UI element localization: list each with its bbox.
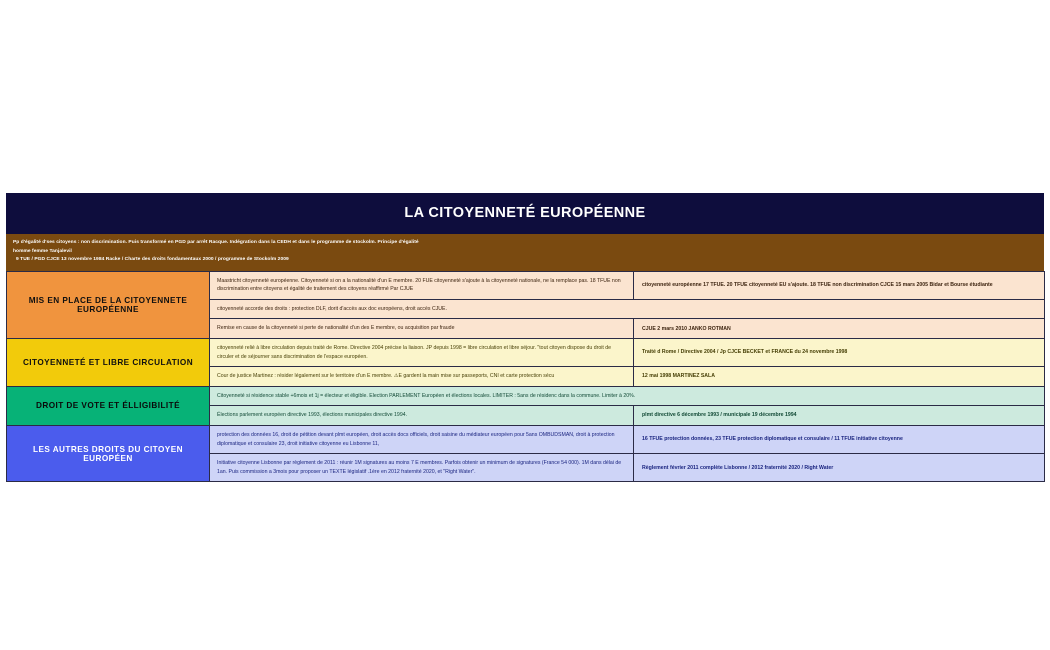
sidebar-item-autres-droits[interactable]: LES AUTRES DROITS DU CITOYEN EUROPÉEN xyxy=(7,425,210,481)
description-cell: citoyenneté accorde des droits : protection DLF, dorit d'accès aux doc européens, droit accès CJUE. xyxy=(210,299,1045,319)
description-cell: Remise en cause de la citoyenneté si perte de nationalité d'un des E membre, ou acquisition par fraude xyxy=(210,319,634,339)
notes-line-2: homme femme Tanjalevil xyxy=(13,248,72,254)
table-row xyxy=(7,386,1045,406)
reference-cell: CJUE 2 mars 2010 JANKO ROTMAN xyxy=(634,319,1045,339)
sidebar-item-droit-de-vote[interactable]: DROIT DE VOTE ET ÉLLIGIBILITÉ xyxy=(7,386,210,425)
table-row xyxy=(7,425,1045,453)
reference-cell: 16 TFUE protection données, 23 TFUE protection diplomatique et consulaire / 11 TFUE initiative citoyenne xyxy=(634,425,1045,453)
page-title: LA CITOYENNETÉ EUROPÉENNE xyxy=(6,193,1044,234)
table-row xyxy=(7,271,1045,299)
citizenship-matrix xyxy=(6,271,1045,483)
description-cell: Cour de justice Martinez : résider légalement sur le territoire d'un E membre. ⚠E gardent la main mise sur passeports, CNI et carte protection sécu xyxy=(210,367,634,387)
description-cell: Élections parlement européen directive 1993, élections municipales directive 1994. xyxy=(210,406,634,426)
reference-cell: plmt directive 6 décembre 1993 / municipale 19 décembre 1994 xyxy=(634,406,1045,426)
reference-cell: 12 mai 1998 MARTINEZ SALA xyxy=(634,367,1045,387)
description-cell: Maastricht citoyenneté européenne. Citoyenneté si on a la nationalité d'un E membre. 20 FUE citoyenneté s'ajoute à la citoyenneté nationale, ne la remplace pas. 18 TFUE non discrimination entre citoyens et égalité de traitement des citoyens réaffirmé Par CJUE xyxy=(210,271,634,299)
citizenship-table-board xyxy=(6,193,1044,482)
description-cell: Citoyenneté si résidence stable +6mois et 1j = électeur et éligible. Election PARLEMENT Européen et élections locales. LIMITER : 5ans de résidenc dans la commune. Limiter à 20%. xyxy=(210,386,1045,406)
description-cell: Initiative citoyenne Lisbonne par règlement de 2011 : réunir 1M signatures au moins 7 E membres. Parfois obtenir un minimum de signatures (France 54 000). 1M dans délai de 1an. Puis commission a 3mois pour proposer un TEXTE législatif .1ère en 2012 fraternité 2020, et "Right Water". xyxy=(210,454,634,482)
description-cell: protection des données 16, droit de pétition devant plmt européen, droit accès docs officiels, droit saisine du médiateur européen pour 5ans OMBUDSMAN, droit à protection diplomatique et consulaire 23, droit initiative citoyenne eu Lisbonne 11, xyxy=(210,425,634,453)
matrix-body xyxy=(7,271,1045,482)
table-row xyxy=(7,339,1045,367)
sidebar-item-libre-circulation[interactable]: CITOYENNETÉ ET LIBRE CIRCULATION xyxy=(7,339,210,387)
reference-cell: Traité d Rome / Directive 2004 / Jp CJCE BECKET et FRANCE du 24 novembre 1998 xyxy=(634,339,1045,367)
reference-cell: Règlement février 2011 complète Lisbonne / 2012 fraternité 2020 / Right Water xyxy=(634,454,1045,482)
notes-line-3: 9 TUE / PGD CJCE 13 novembre 1984 Racke / Charte des droits fondamentaux 2000 / programme de Stockolm 2009 xyxy=(16,257,289,263)
notes-band xyxy=(6,234,1044,271)
notes-line-1: Pp d'égalité d'ses citoyens : non discrimination. Puis transformé en PGD par arrêt Racque. Indégration dans la CEDH et dans le programme de stockolm. Principe d'égalité xyxy=(13,240,419,245)
description-cell: citoyenneté relié à libre circulation depuis traité de Rome. Directive 2004 précise la liaison. JP depuis 1998 = libre circulation et libre séjour. "tout citoyen dispose du droit de circuler et de séjourner sans discrimination de l'espace européen. xyxy=(210,339,634,367)
sidebar-item-mise-en-place[interactable]: MIS EN PLACE DE LA CITOYENNETE EUROPÉENNE xyxy=(7,271,210,338)
reference-cell: citoyenneté européenne 17 TFUE. 20 TFUE citoyenneté EU s'ajoute. 18 TFUE non discrimination CJCE 15 mars 2005 Bidar et Bourse étudiante xyxy=(634,271,1045,299)
